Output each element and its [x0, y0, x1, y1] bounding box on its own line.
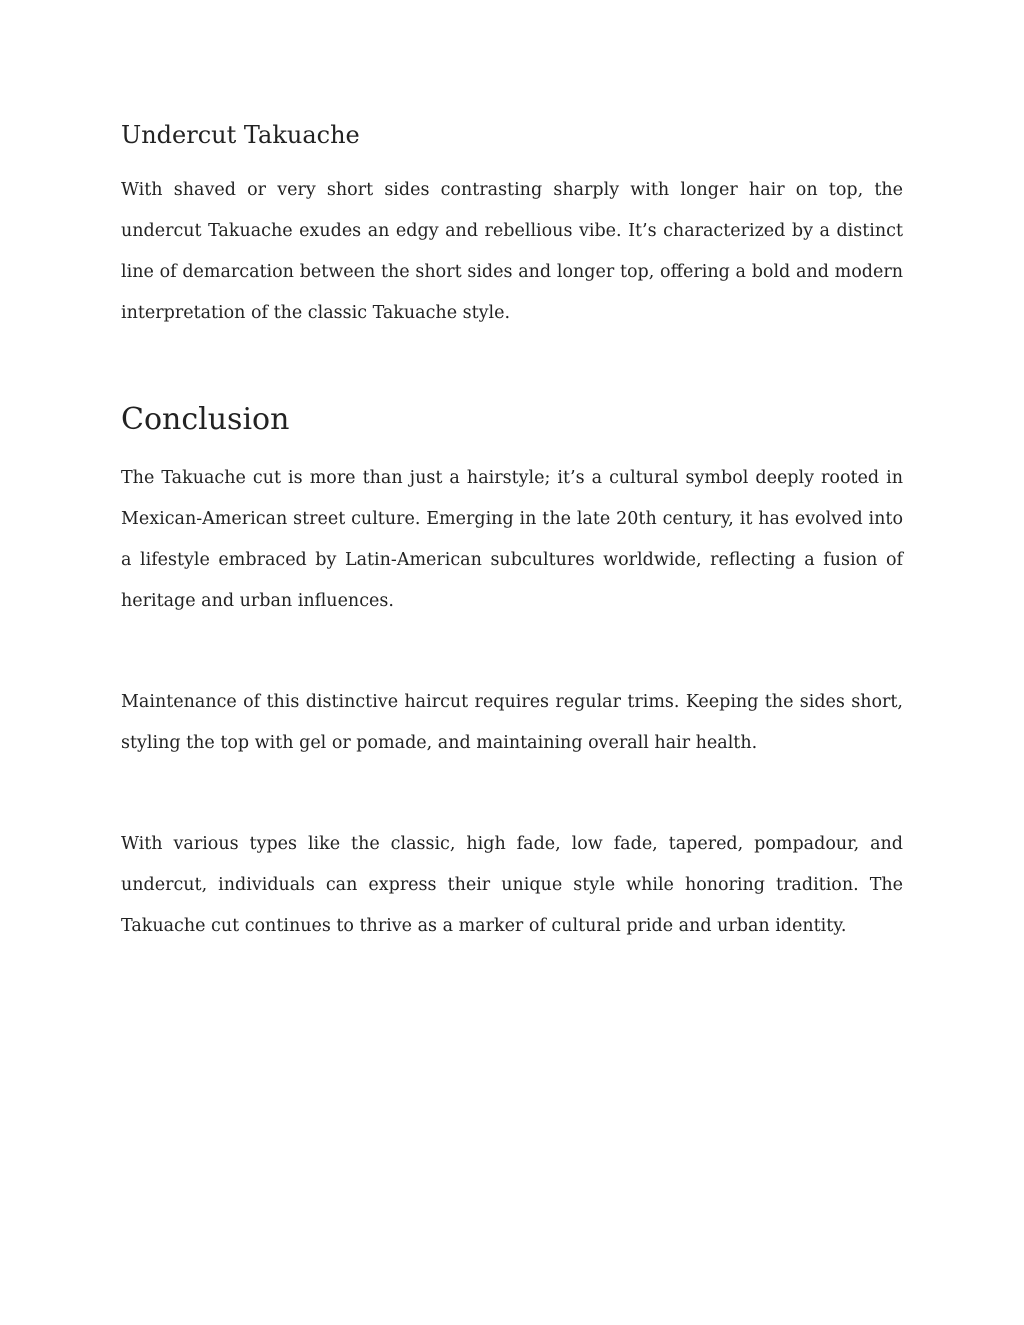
conclusion-paragraph-1: The Takuache cut is more than just a hairstyle; it’s a cultural symbol deeply rooted in Mexican-American street culture. Emerging in the late 20th century, it has evolved into a lifestyle embraced by Latin-American subcultures worldwide, reflecting a fusion of heritage and urban influences.: [121, 468, 903, 611]
conclusion-paragraph-2: Maintenance of this distinctive haircut requires regular trims. Keeping the sides short, styling the top with gel or pomade, and maintaining overall hair health.: [121, 692, 903, 753]
section-heading-undercut-takuache: Undercut Takuache: [121, 121, 360, 149]
undercut-paragraph: With shaved or very short sides contrasting sharply with longer hair on top, the undercut Takuache exudes an edgy and rebellious vibe. It’s characterized by a distinct line of demarcation between the short sides and longer top, offering a bold and modern interpretation of the classic Takuache style.: [121, 180, 903, 323]
conclusion-paragraph-3: With various types like the classic, high fade, low fade, tapered, pompadour, and undercut, individuals can express their unique style while honoring tradition. The Takuache cut continues to thrive as a marker of cultural pride and urban identity.: [121, 834, 903, 936]
section-heading-conclusion: Conclusion: [121, 402, 290, 437]
